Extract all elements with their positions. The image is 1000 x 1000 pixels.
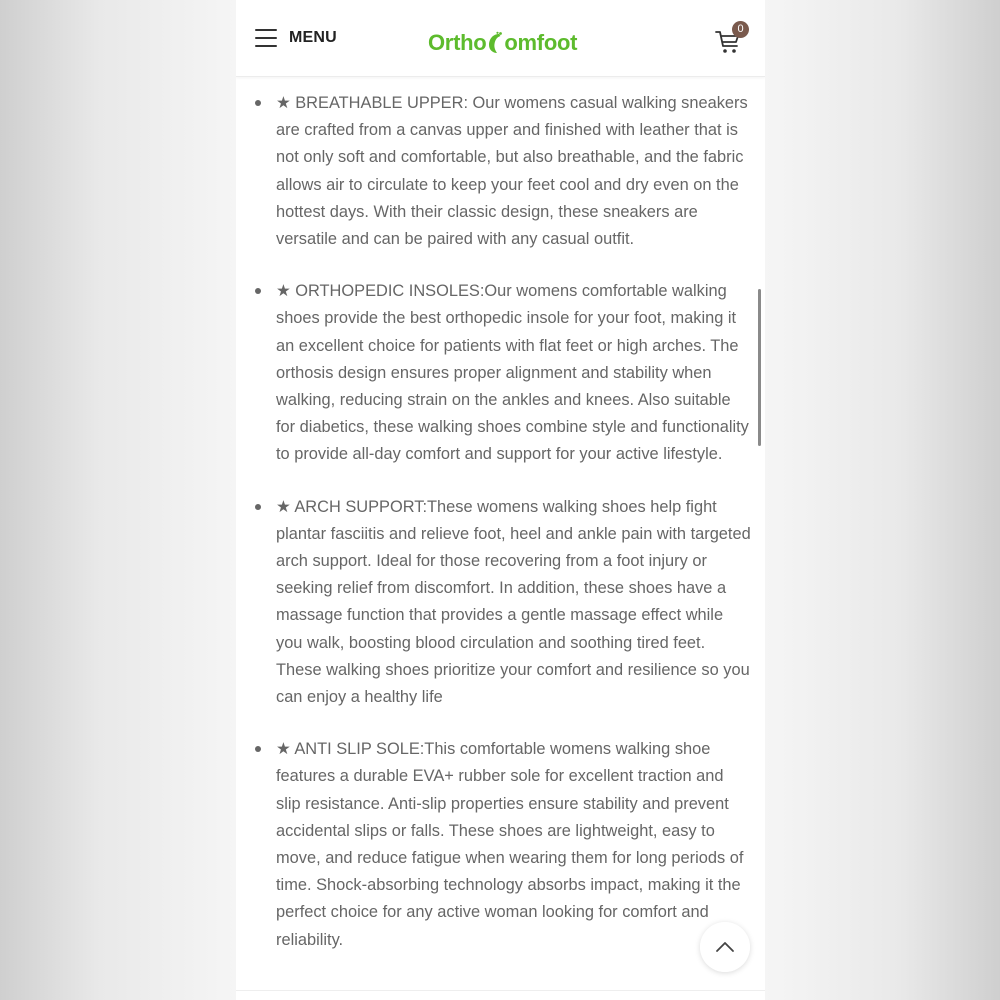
feature-item-arch-support <box>236 494 765 712</box>
feature-item-anti-slip-sole <box>236 736 765 954</box>
logo-text-right: omfoot <box>504 30 578 55</box>
feature-text: ★ BREATHABLE UPPER: Our womens casual walking sneakers are crafted from a canvas upper and finished with leather that is not only soft and comfortable, but also breathable, and the fabric allows air to circulate to keep your feet cool and dry even on the hottest days. With their classic design, these sneakers are versatile and can be paired with any casual outfit. <box>276 94 748 249</box>
feature-text: ★ ARCH SUPPORT:These womens walking shoes help fight plantar fasciitis and relieve foot, heel and ankle pain with targeted arch support. Ideal for those recovering from a foot injury or seeking relief from discomfort. In addition, these shoes have a massage function that provides a gentle massage effect while you walk, boosting blood circulation and soothing tired feet. These walking shoes prioritize your comfort and resilience so you can enjoy a healthy life <box>276 497 751 707</box>
feature-text: ★ ANTI SLIP SOLE:This comfortable womens walking shoe features a durable EVA+ rubber sole for excellent traction and slip resistance. Anti-slip properties ensure stability and prevent accidental slips or falls. These shoes are lightweight, easy to move, and reduce fatigue when wearing them for long periods of time. Shock-absorbing technology absorbs impact, making it the perfect choice for any active woman looking for comfort and reliability. <box>276 740 744 949</box>
cart-button[interactable] <box>714 21 754 55</box>
scrollbar-thumb[interactable] <box>758 289 761 446</box>
feature-list <box>236 90 765 954</box>
feature-item-orthopedic-insoles <box>236 278 765 468</box>
phone-viewport <box>236 0 765 1000</box>
menu-label: MENU <box>289 29 337 46</box>
feature-item-breathable-upper <box>236 90 765 253</box>
chevron-up-icon <box>715 941 735 953</box>
cart-count-badge: 0 <box>732 21 749 38</box>
logo-text-left: Ortho <box>428 30 487 55</box>
hamburger-icon <box>255 29 277 47</box>
site-logo[interactable] <box>428 28 577 58</box>
menu-button[interactable] <box>255 27 337 49</box>
product-description <box>236 76 765 954</box>
scroll-to-top-button[interactable] <box>700 922 750 972</box>
feature-text: ★ ORTHOPEDIC INSOLES:Our womens comfortable walking shoes provide the best orthopedic insole for your foot, making it an excellent choice for patients with flat feet or high arches. The orthosis design ensures proper alignment and stability when walking, reducing strain on the ankles and knees. Also suitable for diabetics, these walking shoes combine style and functionality to provide all-day comfort and support for your active lifestyle. <box>276 282 749 464</box>
foot-logo-icon <box>486 31 504 55</box>
site-header <box>236 0 765 77</box>
bottom-toolbar <box>236 990 765 1000</box>
